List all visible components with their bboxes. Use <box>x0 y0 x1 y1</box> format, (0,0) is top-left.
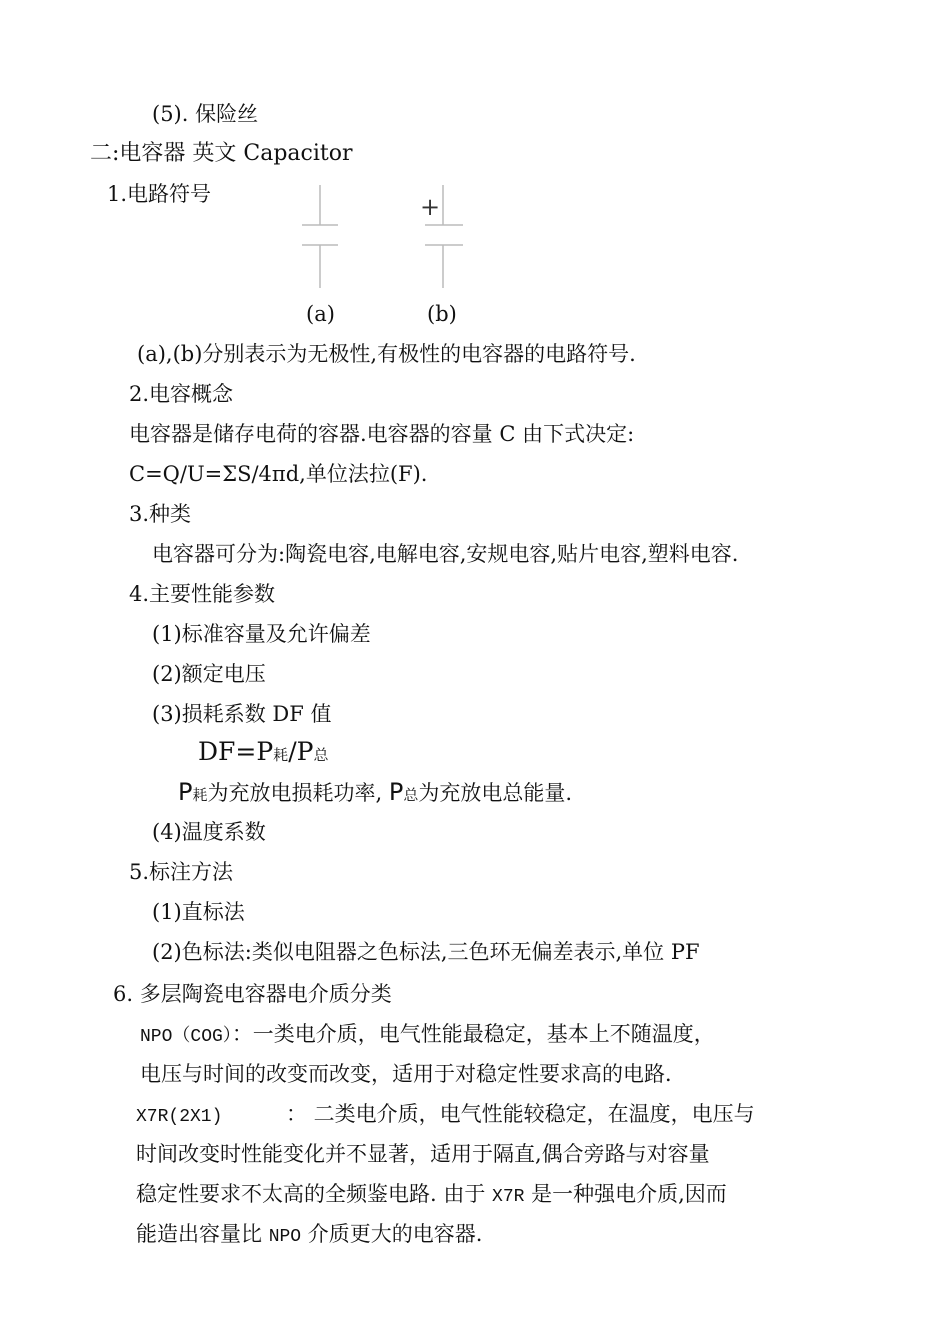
capacitance-formula: C=Q/U=ΣS/4πd,单位法拉(F). <box>129 462 428 486</box>
types-text: 电容器可分为:陶瓷电容,电解电容,安规电容,贴片电容,塑料电容. <box>152 542 739 566</box>
x7r-text: ： 二类电介质，电气性能较稳定，在温度，电压与 <box>286 1102 755 1126</box>
p-subscript-loss: 耗 <box>192 786 208 804</box>
heading-concept: 2.电容概念 <box>129 382 234 406</box>
capacitor-symbol-nonpolar <box>302 185 338 288</box>
df-definition <box>178 778 572 809</box>
df-subscript-total: 总 <box>313 746 329 764</box>
npo-text: ：一类电介质，电气性能最稳定，基本上不随温度， <box>231 1022 715 1046</box>
item-fuse: (5). 保险丝 <box>152 102 259 126</box>
heading-parameters: 4.主要性能参数 <box>129 582 276 606</box>
marking-2: (2)色标法:类似电阻器之色标法,三色环无偏差表示,单位 PF <box>152 940 700 964</box>
x7r-text-4 <box>136 1220 482 1251</box>
capacitor-symbols <box>290 185 490 295</box>
label-a: (a) <box>306 302 335 326</box>
heading-dielectric: 6. 多层陶瓷电容器电介质分类 <box>113 982 392 1006</box>
x7r-code: X7R(2X1) <box>136 1107 223 1127</box>
symbol-caption: (a),(b)分别表示为无极性,有极性的电容器的电路符号. <box>137 342 636 366</box>
label-b: (b) <box>427 302 457 326</box>
x7r-text-2: 时间改变时性能变化并不显著，适用于隔直,偶合旁路与对容量 <box>136 1142 710 1166</box>
marking-1: (1)直标法 <box>152 900 245 924</box>
df-definition-text: 为充放电总能量. <box>418 781 573 805</box>
text-part: 能造出容量比 <box>136 1222 269 1246</box>
heading-types: 3.种类 <box>129 502 192 526</box>
x7r-code-inline: X7R <box>492 1187 525 1207</box>
text-part: 介质更大的电容器. <box>301 1222 483 1246</box>
concept-text: 电容器是储存电荷的容器.电容器的容量 C 由下式决定: <box>129 422 635 446</box>
p-symbol: P <box>388 778 404 806</box>
df-formula <box>198 738 328 769</box>
p-subscript-total: 总 <box>403 786 419 804</box>
df-formula-part: /P <box>288 737 314 766</box>
param-1: (1)标准容量及允许偏差 <box>152 622 371 646</box>
heading-circuit-symbol: 1.电路符号 <box>107 182 212 206</box>
npo-code-inline: NPO <box>268 1227 302 1247</box>
x7r-line <box>136 1100 755 1131</box>
npo-text-2: 电压与时间的改变而改变，适用于对稳定性要求高的电路． <box>140 1062 686 1086</box>
plus-sign: + <box>420 193 441 221</box>
heading-marking: 5.标注方法 <box>129 860 234 884</box>
df-formula-part: DF=P <box>198 737 274 766</box>
npo-line <box>140 1020 715 1051</box>
df-subscript-loss: 耗 <box>273 746 289 764</box>
df-definition-text: 为充放电损耗功率, <box>207 781 389 805</box>
npo-code: NPO（COG） <box>140 1027 232 1047</box>
text-part: 是一种强电介质,因而 <box>524 1182 727 1206</box>
p-symbol: P <box>178 778 193 806</box>
text-part: 稳定性要求不太高的全频鉴电路. 由于 <box>136 1182 493 1206</box>
param-2: (2)额定电压 <box>152 662 266 686</box>
param-4: (4)温度系数 <box>152 820 266 844</box>
param-3: (3)损耗系数 DF 值 <box>152 702 332 726</box>
section-title-capacitor: 二:电容器 英文 Capacitor <box>90 141 353 166</box>
x7r-text-3 <box>136 1180 727 1211</box>
